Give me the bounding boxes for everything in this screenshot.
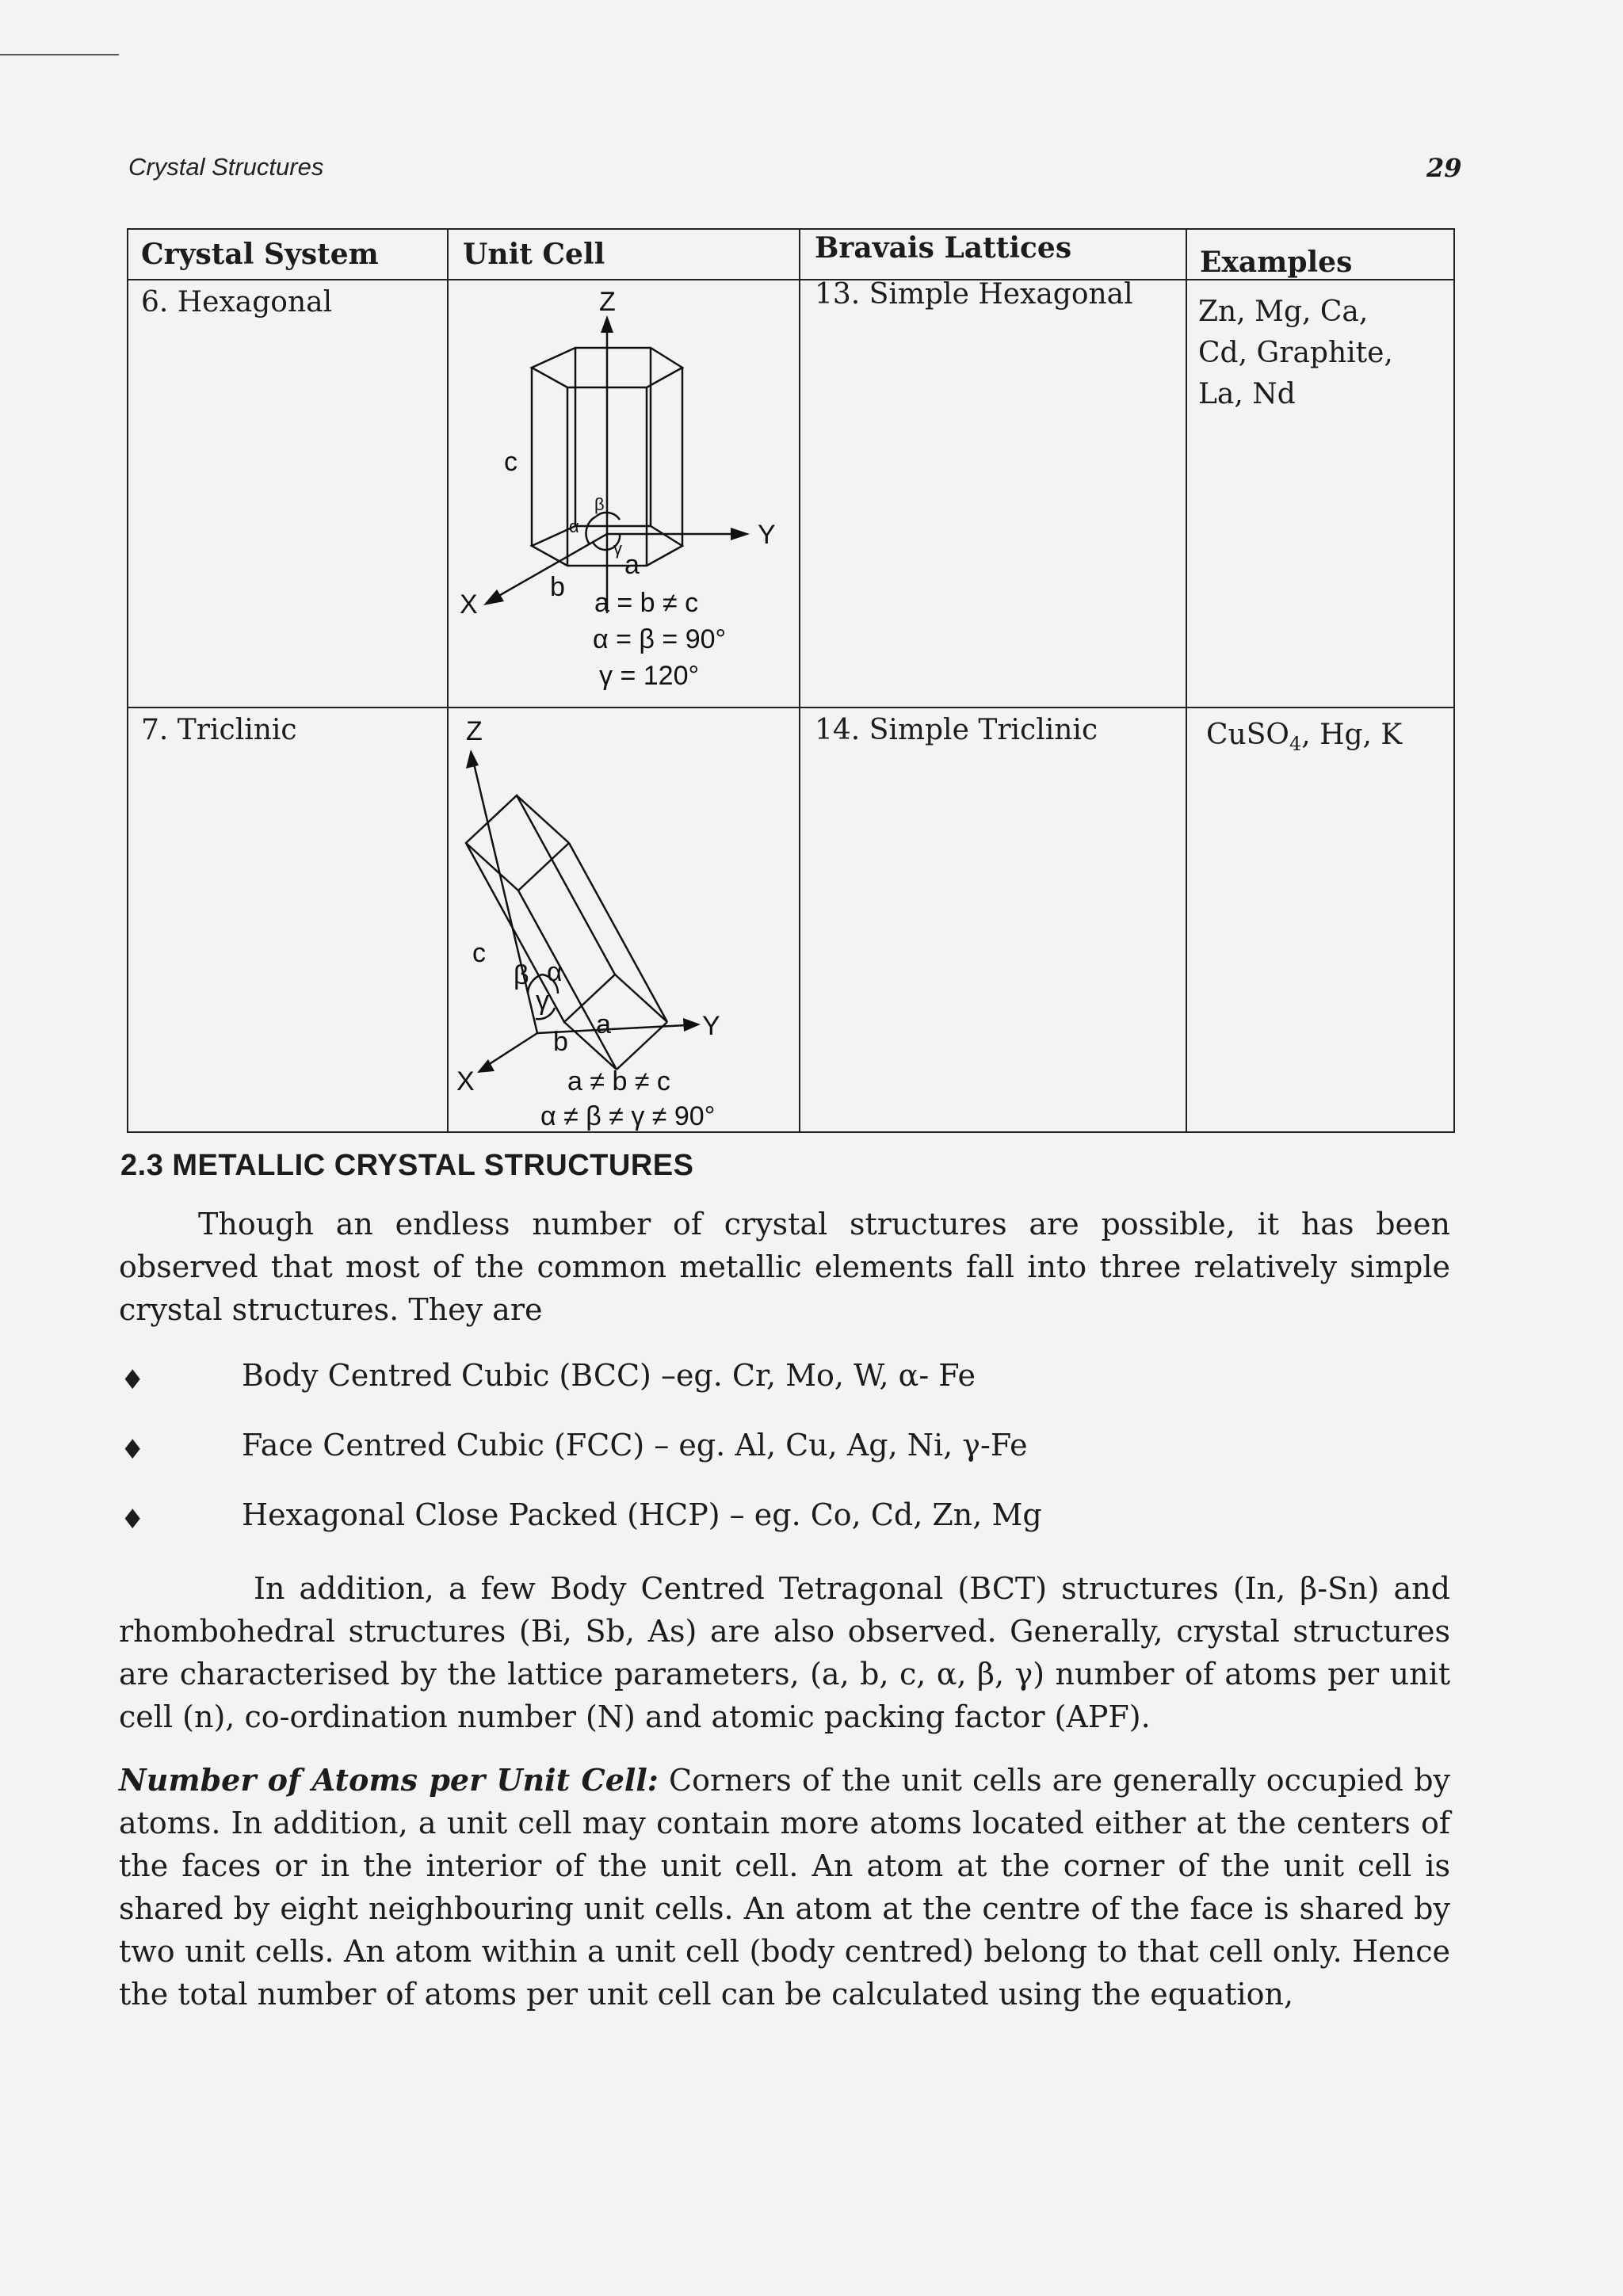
paragraph-line: observed that most of the common metallic elements fall into three relatively [119,1249,1338,1284]
angle-label-beta: β [594,494,605,514]
paragraph-line: and rhombohedral structures (Bi, Sb, As) are also observed. Generally, crystal [119,1571,1450,1649]
angle-label-gamma: γ [613,539,622,559]
hexagonal-unit-cell-diagram [449,280,797,705]
bullet-icon: ♦ [120,1434,145,1466]
paragraph-line: atoms per unit cell (n), co-ordination number (N) and atomic packing factor (APF). [119,1657,1450,1734]
examples-subscript: 4 [1289,733,1302,756]
paragraph-line: simple crystal structures. They are [119,1249,1450,1327]
paragraph-line: Corners of the unit cells are generally occupied [669,1763,1404,1798]
examples-formula: CuSO [1206,719,1289,751]
header-bravais-lattices: Bravais Lattices [815,231,1072,265]
axis-label-z: Z [466,716,483,746]
param-line-3: γ = 120° [599,661,700,691]
angle-label-beta: β [514,960,529,990]
angle-label-gamma: γ [536,986,549,1016]
paragraph-line: Though an endless number of crystal structures are possible, it has been [198,1207,1450,1241]
edge-label-c: c [504,447,517,477]
paragraph-line: face is shared by two unit cells. An atom within a unit cell (body centred) belong [119,1891,1450,1969]
cell-lattice-simple-triclinic: 14. Simple Triclinic [815,714,1098,746]
paragraph-lead: Number of Atoms per Unit Cell: [119,1762,659,1798]
column-divider [1186,230,1187,1131]
y-arrowhead [683,1018,701,1032]
bullet-item: Hexagonal Close Packed (HCP) – eg. Co, Cd, Zn, Mg [242,1497,1042,1532]
page-number: 29 [1426,153,1462,183]
intro-paragraph [119,1203,1450,1331]
edge-label-a: a [596,1009,611,1039]
cell-lattice-simple-hexagonal: 13. Simple Hexagonal [815,278,1133,311]
cell-edge [466,843,518,891]
y-arrowhead [731,528,750,540]
param-line-2: α = β = 90° [593,624,727,654]
section-heading: 2.3 METALLIC CRYSTAL STRUCTURES [120,1149,694,1182]
paragraph-line: structures are characterised by the lattice parameters, (a, b, c, α, β, γ) number of [119,1614,1450,1691]
cell-examples-hexagonal [1198,292,1393,415]
x-axis-line [488,1033,537,1065]
cell-edge [518,843,569,891]
angle-label-alpha: α [547,957,563,987]
cell-examples-triclinic [1206,715,1402,765]
paragraph-line: centers of the faces or in the interior of the unit cell. An atom at the corner of the [119,1806,1450,1883]
examples-line: Zn, Mg, Ca, [1198,296,1369,328]
axis-label-z: Z [599,287,616,317]
axis-label-y: Y [758,520,776,550]
paragraph-line: using the equation, [998,1977,1294,2012]
running-title: Crystal Structures [128,153,324,181]
cell-system-hexagonal: 6. Hexagonal [141,286,333,318]
edge-label-b: b [550,572,565,602]
x-arrowhead [483,589,504,605]
bullet-item: Body Centred Cubic (BCC) –eg. Cr, Mo, W, α- Fe [242,1358,976,1393]
paragraph-line: In addition, a few Body Centred Tetragonal (BCT) structures (In, β-Sn) [254,1571,1380,1606]
axis-label-x: X [456,1066,475,1097]
cell-edge [569,843,667,1022]
param-line-2: α ≠ β ≠ γ ≠ 90° [540,1101,716,1131]
header-examples: Examples [1200,246,1353,279]
z-arrowhead [466,749,479,769]
edge-label-c: c [472,938,486,968]
z-arrowhead [601,315,613,333]
angle-label-alpha: α [569,517,579,536]
atoms-per-cell-paragraph [119,1759,1450,2016]
addition-paragraph [119,1567,1450,1738]
bullet-item: Face Centred Cubic (FCC) – eg. Al, Cu, Ag, Ni, γ-Fe [242,1428,1028,1463]
column-divider [799,230,800,1131]
cell-edge [615,974,667,1022]
examples-rest: , Hg, K [1301,719,1403,751]
param-line-1: a = b ≠ c [594,588,699,618]
cell-system-triclinic: 7. Triclinic [141,714,297,746]
header-crystal-system: Crystal System [141,238,379,271]
paragraph-line: unit cell is shared by eight neighbouring unit cells. An atom at the centre of the [119,1848,1450,1926]
axis-label-x: X [460,589,478,620]
paragraph-line: to that cell only. Hence the total number of atoms per unit cell can be calculated [119,1934,1450,2012]
examples-line: Cd, Graphite, [1198,337,1393,369]
triclinic-unit-cell-diagram [449,708,797,1133]
cell-edge [517,795,569,843]
bullet-icon: ♦ [120,1504,145,1535]
edge-label-b: b [553,1027,568,1057]
crystal-system-table [127,228,1455,1133]
header-unit-cell: Unit Cell [463,238,605,271]
examples-line: La, Nd [1198,378,1296,410]
bullet-icon: ♦ [120,1364,145,1396]
param-line-1: a ≠ b ≠ c [567,1066,670,1097]
axis-label-y: Y [702,1011,720,1041]
edge-label-a: a [624,550,640,580]
paragraph-line: by atoms. In addition, a unit cell may contain more atoms located either at the [119,1763,1450,1840]
top-rule [0,54,119,55]
